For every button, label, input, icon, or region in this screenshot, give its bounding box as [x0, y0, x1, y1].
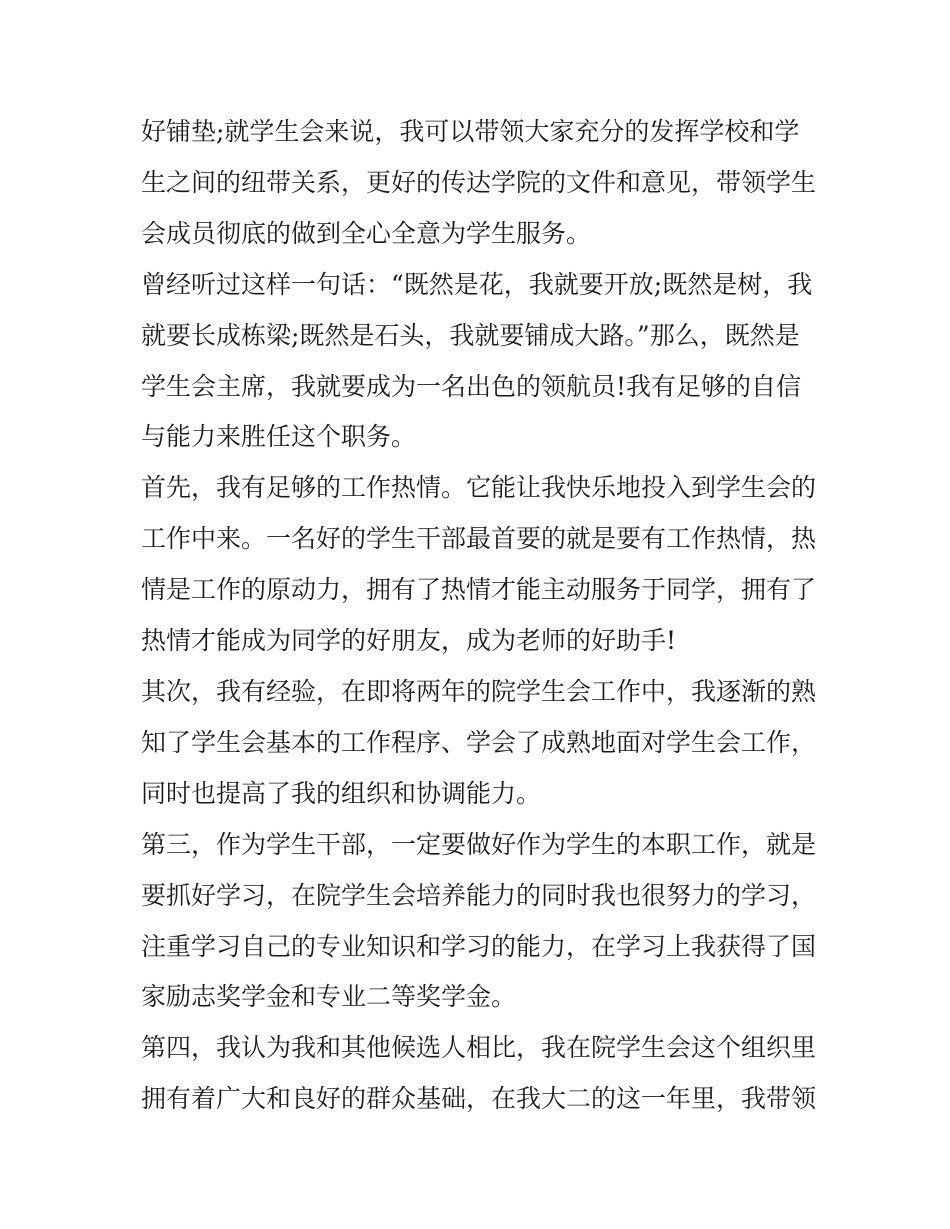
- text-line: 第三，作为学生干部，一定要做好作为学生的本职工作，就是: [141, 829, 817, 859]
- text-line: 同时也提高了我的组织和协调能力。: [141, 778, 542, 808]
- paragraph-6: [141, 1023, 817, 1125]
- paragraph-5: [141, 820, 817, 1024]
- text-line: 拥有着广大和良好的群众基础，在我大二的这一年里，我带领: [141, 1084, 817, 1114]
- text-line: 要抓好学习，在院学生会培养能力的同时我也很努力的学习，: [141, 880, 817, 910]
- text-line: 曾经听过这样一句话：“既然是花，我就要开放;既然是树，我: [141, 269, 813, 299]
- text-line: 与能力来胜任这个职务。: [141, 422, 417, 452]
- text-line: 首先，我有足够的工作热情。它能让我快乐地投入到学生会的: [141, 473, 817, 503]
- text-line: 工作中来。一名好的学生干部最首要的就是要有工作热情，热: [141, 524, 817, 554]
- text-line: 家励志奖学金和专业二等奖学金。: [141, 982, 517, 1012]
- text-line: 就要长成栋梁;既然是石头，我就要铺成大路。”那么，既然是: [141, 320, 800, 350]
- text-line: 第四，我认为我和其他候选人相比，我在院学生会这个组织里: [141, 1033, 817, 1063]
- document-body: [141, 107, 817, 1125]
- text-line: 其次，我有经验，在即将两年的院学生会工作中，我逐渐的熟: [141, 676, 817, 706]
- text-line: 会成员彻底的做到全心全意为学生服务。: [141, 218, 592, 248]
- text-line: 情是工作的原动力，拥有了热情才能主动服务于同学，拥有了: [141, 575, 817, 605]
- text-line: 学生会主席，我就要成为一名出色的领航员!我有足够的自信: [141, 371, 802, 401]
- text-line: 知了学生会基本的工作程序、学会了成熟地面对学生会工作，: [141, 727, 817, 757]
- paragraph-1: [141, 107, 817, 260]
- paragraph-4: [141, 667, 817, 820]
- text-line: 注重学习自己的专业知识和学习的能力，在学习上我获得了国: [141, 931, 817, 961]
- paragraph-3: [141, 463, 817, 667]
- text-line: 生之间的纽带关系，更好的传达学院的文件和意见，带领学生: [141, 167, 817, 197]
- text-line: 好铺垫;就学生会来说，我可以带领大家充分的发挥学校和学: [141, 117, 800, 146]
- text-line: 热情才能成为同学的好朋友，成为老师的好助手!: [141, 626, 677, 656]
- paragraph-2: [141, 260, 817, 464]
